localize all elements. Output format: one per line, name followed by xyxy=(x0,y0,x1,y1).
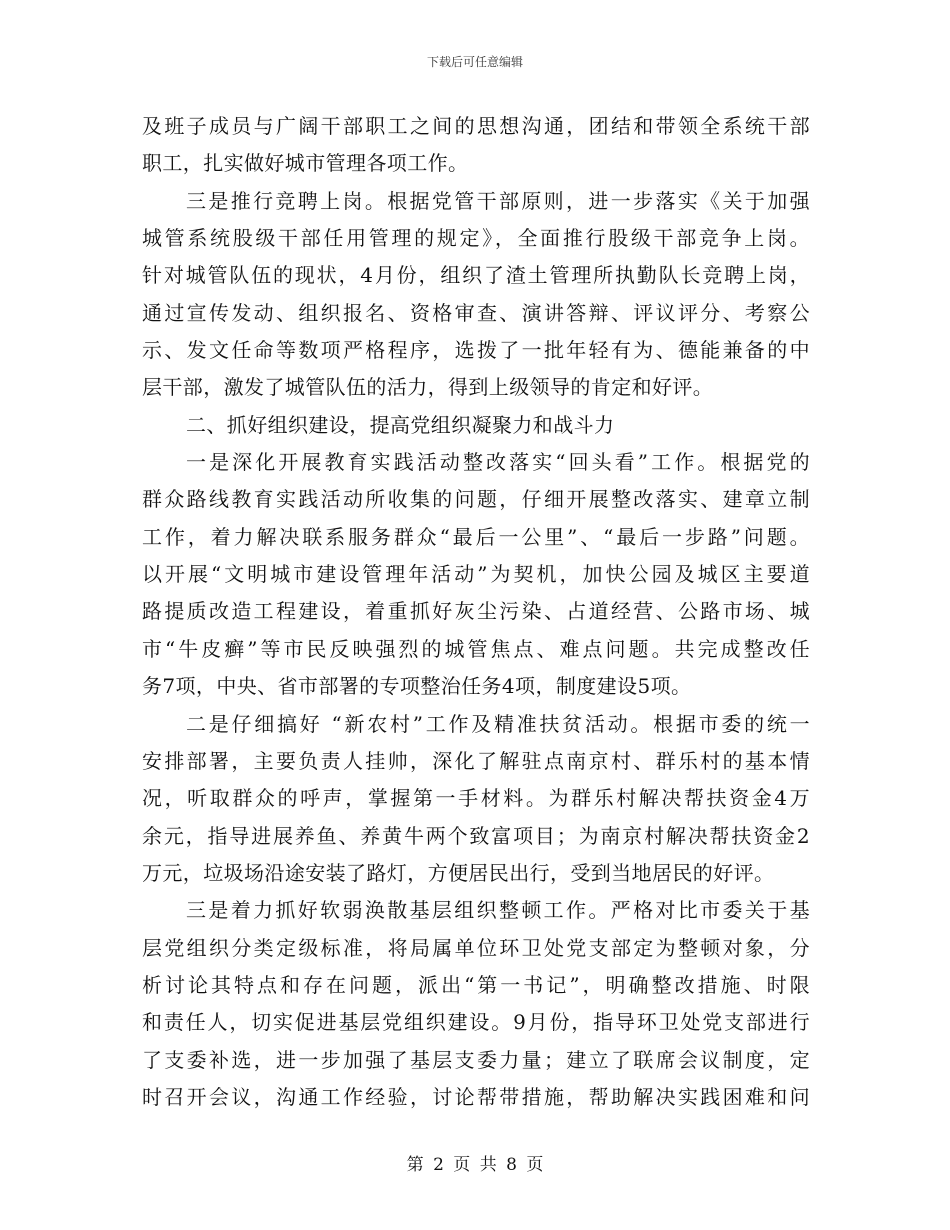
paragraph-first-line: 三是推行竞聘上岗。根据党管干部原则，进一步落实《关于加强 xyxy=(186,188,810,213)
text-line: 和责任人，切实促进基层党组织建设。9月份，指导环卫处党支部进行 xyxy=(142,1010,810,1035)
text-line: 职工，扎实做好城市管理各项工作。 xyxy=(142,151,469,176)
page-footer: 第 2 页 共 8 页 xyxy=(406,1155,544,1175)
text-line: 示、发文任命等数项严格程序，选拨了一批年轻有为、德能兼备的中 xyxy=(142,338,810,363)
text-line: 群众路线教育实践活动所收集的问题，仔细开展整改落实、建章立制 xyxy=(142,487,810,512)
text-line: 及班子成员与广阔干部职工之间的思想沟通，团结和带领全系统干部 xyxy=(142,114,810,138)
page-header: 下载后可任意编辑 xyxy=(426,55,523,69)
text-line: 安排部署，主要负责人挂帅，深化了解驻点南京村、群乐村的基本情 xyxy=(142,748,810,773)
text-line: 层干部，激发了城管队伍的活力，得到上级领导的肯定和好评。 xyxy=(142,375,714,400)
text-line: 了支委补选，进一步加强了基层支委力量；建立了联席会议制度，定 xyxy=(142,1047,810,1072)
text-line: 余元，指导进展养鱼、养黄牛两个致富项目；为南京村解决帮扶资金2 xyxy=(142,823,810,848)
paragraph-first-line: 二是仔细搞好 “新农村”工作及精准扶贫活动。根据市委的统一 xyxy=(186,711,810,736)
paragraph-first-line: 三是着力抓好软弱涣散基层组织整顿工作。严格对比市委关于基 xyxy=(186,898,810,923)
text-line: 市“牛皮癣”等市民反映强烈的城管焦点、难点问题。共完成整改任 xyxy=(142,636,810,661)
text-line: 析讨论其特点和存在问题，派出“第一书记”，明确整改措施、时限 xyxy=(142,972,810,997)
text-line: 况，听取群众的呼声，掌握第一手材料。为群乐村解决帮扶资金4万 xyxy=(142,786,810,811)
text-line: 万元，垃圾场沿途安装了路灯，方便居民出行，受到当地居民的好评。 xyxy=(142,860,775,885)
text-line: 路提质改造工程建设，着重抓好灰尘污染、占道经营、公路市场、城 xyxy=(142,599,810,624)
text-line: 层党组织分类定级标准，将局属单位环卫处党支部定为整顿对象，分 xyxy=(142,935,810,960)
text-line: 工作，着力解决联系服务群众“最后一公里”、“最后一步路”问题。 xyxy=(142,524,810,549)
section-heading: 二、抓好组织建设，提高党组织凝聚力和战斗力 xyxy=(186,412,615,437)
text-line: 时召开会议，沟通工作经验，讨论帮带措施，帮助解决实践困难和问 xyxy=(142,1084,810,1109)
text-line: 务7项，中央、省市部署的专项整治任务4项，制度建设5项。 xyxy=(142,674,692,699)
text-line: 城管系统股级干部任用管理的规定》，全面推行股级干部竞争上岗。 xyxy=(142,226,810,251)
body-text xyxy=(142,108,810,1116)
paragraph-first-line: 一是深化开展教育实践活动整改落实“回头看”工作。根据党的 xyxy=(186,450,810,475)
text-line: 针对城管队伍的现状，4月份，组织了渣土管理所执勤队长竞聘上岗， xyxy=(142,263,810,288)
text-line: 通过宣传发动、组织报名、资格审查、演讲答辩、评议评分、考察公 xyxy=(142,300,810,325)
text-line: 以开展“文明城市建设管理年活动”为契机，加快公园及城区主要道 xyxy=(142,562,810,587)
